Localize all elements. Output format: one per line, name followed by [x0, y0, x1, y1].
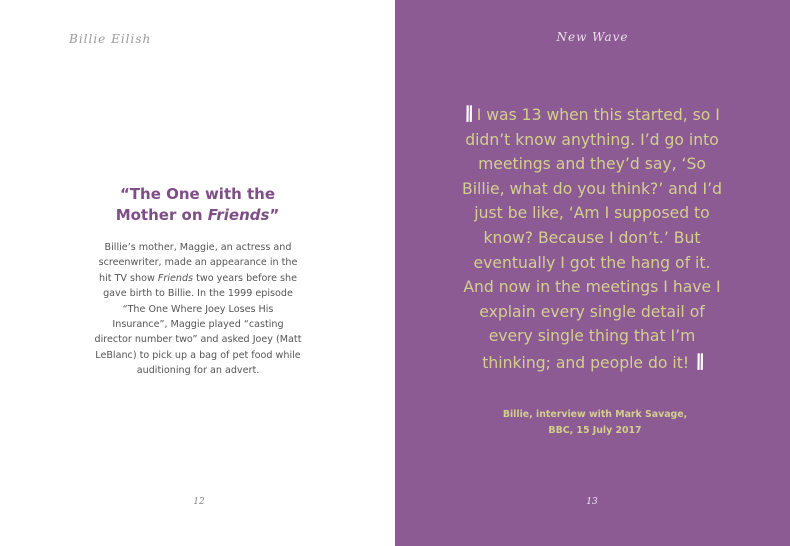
quote-attribution — [470, 407, 720, 439]
pull-quote — [458, 101, 726, 376]
attribution-line-2: BBC, 15 July 2017 — [548, 425, 642, 436]
heading-line-2-italic: Friends — [207, 206, 270, 224]
heading-line-2-suffix: ” — [269, 206, 280, 224]
body-paragraph — [94, 240, 302, 379]
running-head-left: Billie Eilish — [69, 32, 152, 46]
body-text-italic: Friends — [157, 272, 194, 284]
page-number-right: 13 — [586, 497, 598, 507]
attribution-line-1: Billie, interview with Mark Savage, — [502, 409, 688, 420]
quote-text: I was 13 when this started, so I didn’t know anything. I’d go into meetings and they’d say, ‘So Billie, what do you think?’ and I’d just be like, ‘Am I supposed to know? Because I don’t.’ But eventually I got the hang of it. And now in the meetings I have I explain every single detail of every single thing that I’m thinking; and people do it! — [462, 106, 722, 372]
section-heading — [40, 184, 355, 226]
page-number-left: 12 — [193, 497, 205, 507]
running-head-right: New Wave — [556, 30, 629, 44]
close-quote-mark-icon: \\ — [691, 348, 706, 373]
heading-line-1: “The One with the — [119, 185, 276, 203]
open-quote-mark-icon: \\ — [460, 101, 475, 125]
heading-line-2 — [40, 205, 355, 226]
body-text-part-2: two years before she gave birth to Billie. In the 1999 episode “The One Where Joey Loses His Insurance”, Maggie played “casting director number two” and asked Joey (Matt LeBlanc) to pick up a bag of pet food while auditioning for an advert. — [94, 272, 302, 377]
heading-line-2-prefix: Mother on — [115, 206, 208, 224]
body-text-part-1: Billie’s mother, Maggie, an actress and screenwriter, made an appearance in the hit TV show — [98, 242, 298, 284]
